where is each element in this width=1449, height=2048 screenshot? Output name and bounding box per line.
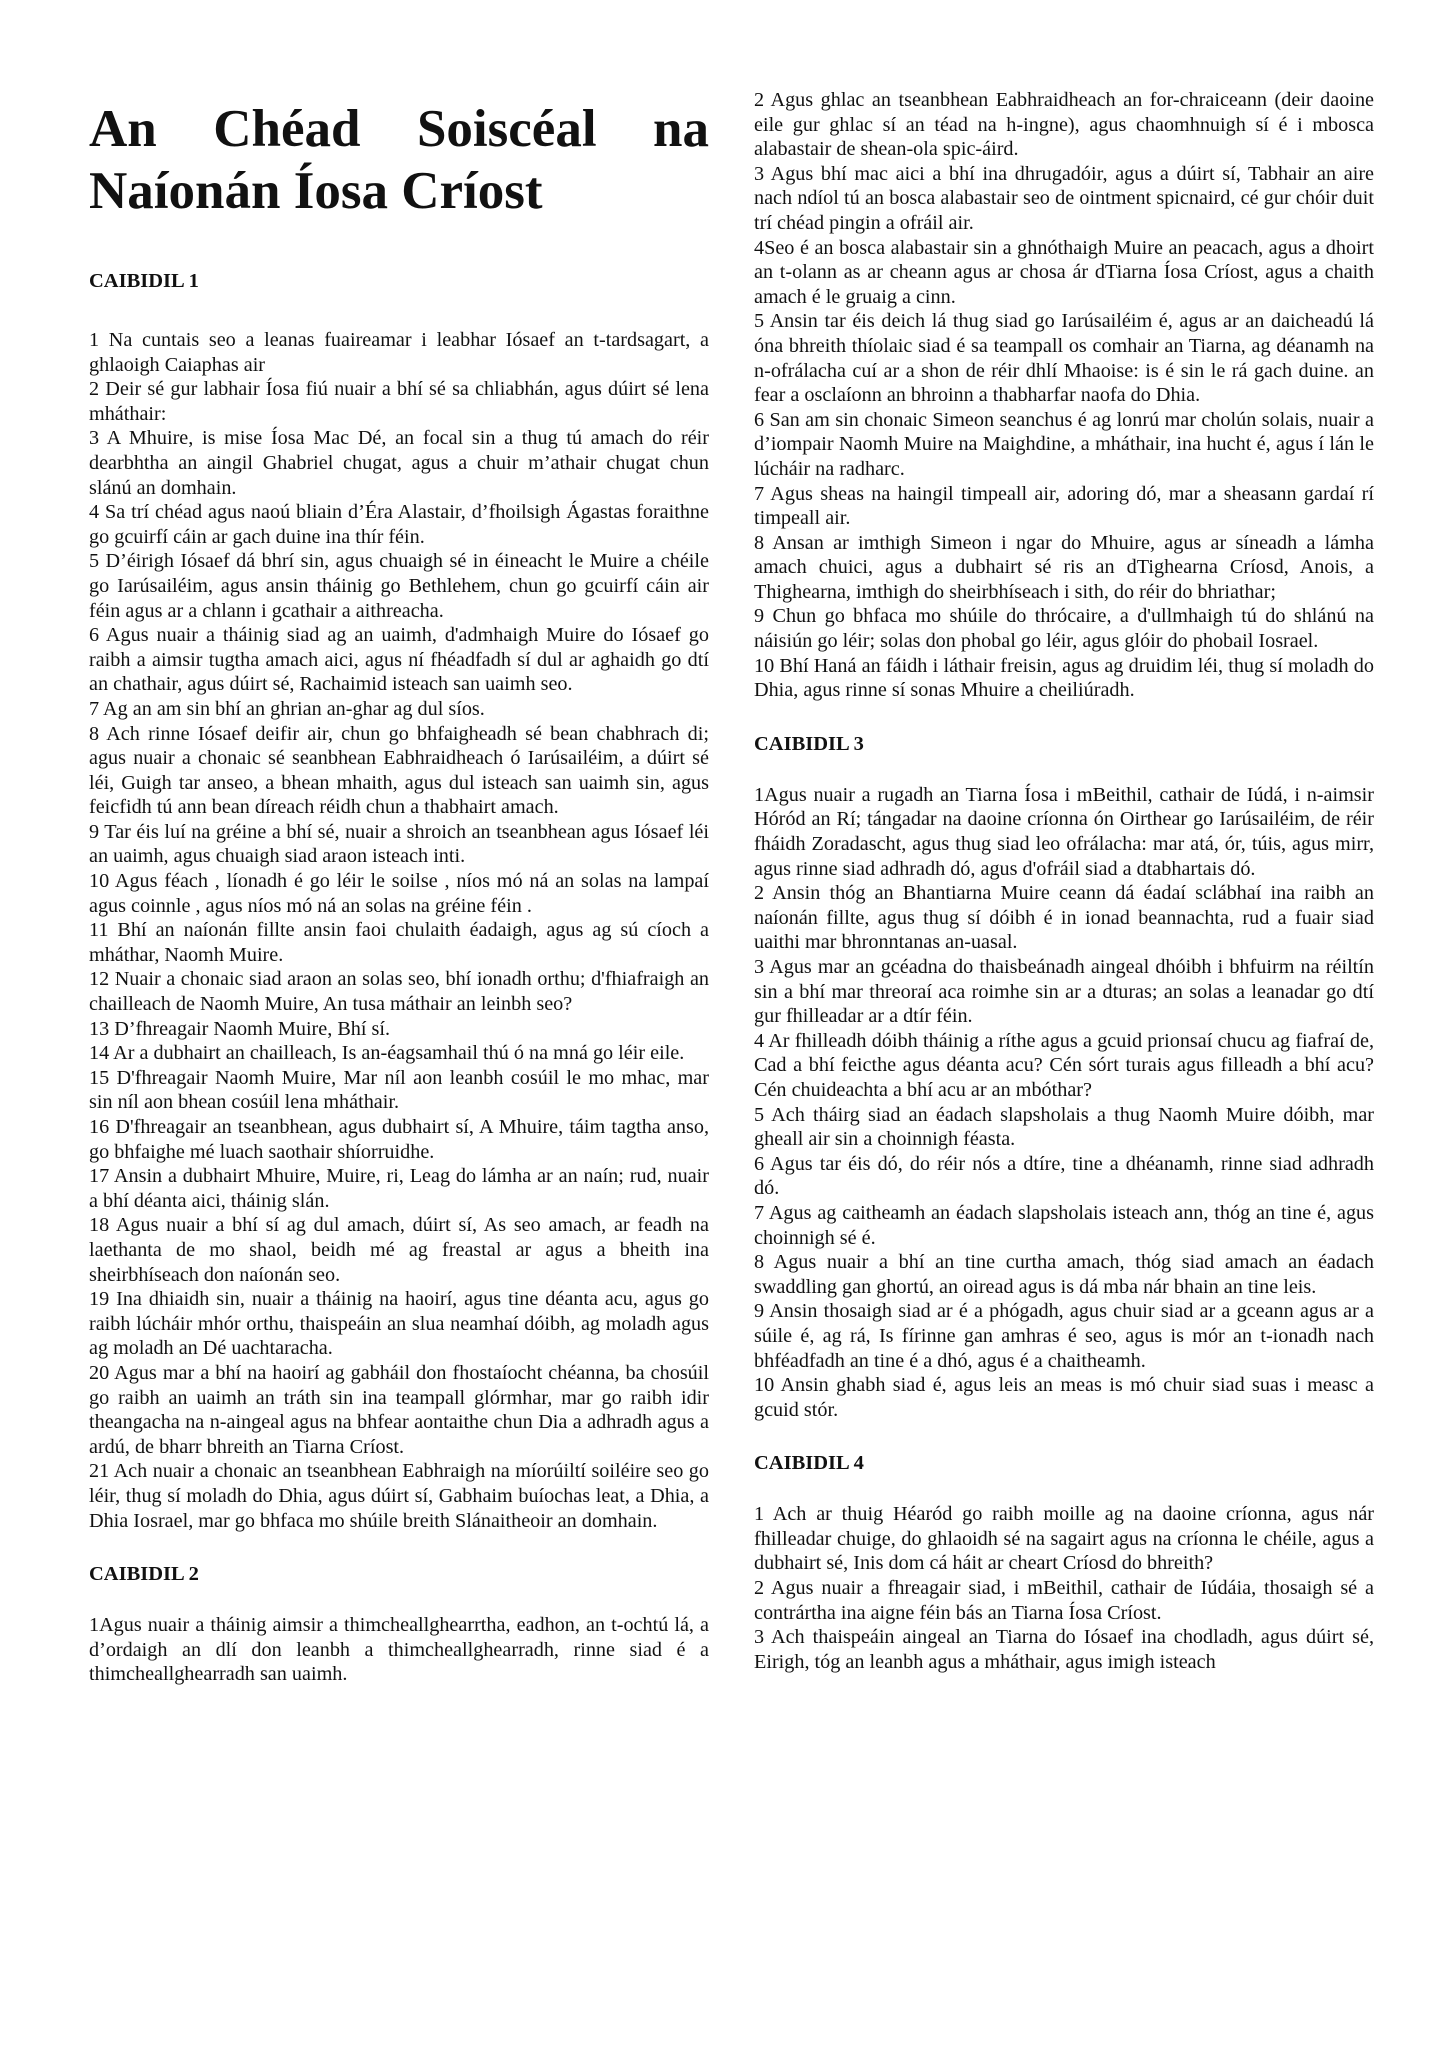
chapter-heading-3: CAIBIDIL 3 <box>754 732 864 755</box>
verse: 3 Agus mar an gcéadna do thaisbeánadh aingeal dhóibh i bhfuirm na réiltín sin a bhí mar threoraí aca roimhe sin ar a dturas; an solas a leanadar go dtí gur fhilleadar ar a dtír féin. <box>754 956 1374 1028</box>
right-column <box>754 0 1374 1674</box>
chapter-3-verses <box>754 783 1374 1422</box>
verse: 10 Ansin ghabh siad é, agus leis an meas is mó chuir siad suas i measc a gcuid stór. <box>754 1374 1374 1421</box>
chapter-heading-2: CAIBIDIL 2 <box>89 1563 199 1586</box>
verse: 8 Agus nuair a bhí an tine curtha amach, thóg siad amach an éadach swaddling gan ghortú, an oiread agus is dá mba nár bhain an tine leis. <box>754 1251 1374 1298</box>
verse: 4Seo é an bosca alabastair sin a ghnóthaigh Muire an peacach, agus a dhoirt an t-olann as ar cheann agus ar chosa ár dTiarna Íosa Críost, agus a chaith amach é le gruaig a cinn. <box>754 236 1374 308</box>
verse: 5 D’éirigh Iósaef dá bhrí sin, agus chuaigh sé in éineacht le Muire a chéile go Iarúsailéim, agus ansin tháinig go Bethlehem, chun go gcuirfí cáin air féin agus ar a chlann i gcathair a aithreacha. <box>89 550 709 622</box>
verse: 10 Bhí Haná an fáidh i láthair freisin, agus ag druidim léi, thug sí moladh do Dhia, agus rinne sí sonas Mhuire a cheiliúradh. <box>754 654 1374 702</box>
chapter-2-verses-start <box>89 1613 709 1687</box>
verse: 1Agus nuair a tháinig aimsir a thimcheallghearrtha, eadhon, an t-ochtú lá, a d’ordaigh an dlí don leanbh a thimcheallghearradh, rinne siad é a thimcheallghearradh san uaimh. <box>89 1614 709 1686</box>
verse: 9 Chun go bhfaca mo shúile do thrócaire, a d'ullmhaigh tú do shlánú na náisiún go léir; solas don phobal go léir, agus glóir do phobail Iosrael. <box>754 605 1374 653</box>
verse: 2 Agus ghlac an tseanbhean Eabhraidheach an for-chraiceann (deir daoine eile gur ghlac sí an téad na h-ingne), agus chaomhnuigh sí é i mbosca alabastair de shean-ola spic-áird. <box>754 89 1374 161</box>
chapter-heading-1: CAIBIDIL 1 <box>89 270 199 292</box>
verse: 6 San am sin chonaic Simeon seanchus é ag lonrú mar cholún solais, nuair a d’iompair Naomh Muire na Maighdine, a mháthair, ina hucht é, agus í lán le lúcháir na radharc. <box>754 408 1374 480</box>
verse: 9 Ansin thosaigh siad ar é a phógadh, agus chuir siad ar a gceann agus ar a súile é, ag rá, Is fírinne gan amhras é seo, agus is mór an t-ionadh nach bhféadfadh an tine é a dhó, agus é a chaitheamh. <box>754 1300 1374 1372</box>
verse: 5 Ach tháirg siad an éadach slapsholais a thug Naomh Muire dóibh, mar gheall air sin a choinnigh féasta. <box>754 1103 1374 1151</box>
verse: 21 Ach nuair a chonaic an tseanbhean Eabhraigh na míorúiltí soiléire seo go léir, thug sí moladh do Dhia, agus dúirt sí, Gabhaim buíochas leat, a Dhia, a Dhia Iosrael, mar go bhfaca mo shúile breith Slánaitheoir an domhain. <box>89 1460 709 1532</box>
verse: 2 Ansin thóg an Bhantiarna Muire ceann dá éadaí sclábhaí ina raibh an naíonán fillte, agus thug sí dóibh é in ionad beannachta, rud a fuair siad uaithi mar bhronntanas an-uasal. <box>754 882 1374 954</box>
verse: 17 Ansin a dubhairt Mhuire, Muire, ri, Leag do lámha ar an naín; rud, nuair a bhí déanta aici, tháinig slán. <box>89 1165 709 1212</box>
chapter-heading-4: CAIBIDIL 4 <box>754 1452 864 1475</box>
verse: 18 Agus nuair a bhí sí ag dul amach, dúirt sí, As seo amach, ar feadh na laethanta de mo shaol, beidh mé ag freastal ar agus a bheith ina sheirbhíseach don naíonán seo. <box>89 1214 709 1286</box>
verse: 2 Deir sé gur labhair Íosa fiú nuair a bhí sé sa chliabhán, agus dúirt sé lena mháthair: <box>89 378 709 425</box>
verse: 1Agus nuair a rugadh an Tiarna Íosa i mBeithil, cathair de Iúdá, i n-aimsir Hóród an Rí; tángadar na daoine críonna ón Oirthear go Iarúsailéim, de réir fháidh Zoradascht, agus thug siad leo ofrálacha: mar atá, ór, túis, agus mirr, agus rinne siad adhradh dó, agus d'ofráil siad a dtabhartais dó. <box>754 783 1374 880</box>
verse: 16 D'fhreagair an tseanbhean, agus dubhairt sí, A Mhuire, táim tagtha anso, go bhfaighe mé luach saothair shíorruidhe. <box>89 1116 709 1163</box>
verse: 8 Ach rinne Iósaef deifir air, chun go bhfaigheadh sé bean chabhrach di; agus nuair a chonaic sé seanbhean Eabhraidheach ó Iarúsailéim, a dúirt sé léi, Guigh tar anseo, a bhean mhaith, agus dul isteach san uaimh sin, agus feicfidh tú ann bean díreach réidh chun a thabhairt amach. <box>89 722 709 819</box>
verse: 7 Ag an am sin bhí an ghrian an-ghar ag dul síos. <box>89 697 485 720</box>
verse: 4 Sa trí chéad agus naoú bliain d’Éra Alastair, d’fhoilsigh Ágastas foraithne go gcuirfí cáin ar gach duine ina thír féin. <box>89 501 709 548</box>
verse: 20 Agus mar a bhí na haoirí ag gabháil don fhostaíocht chéanna, ba chosúil go raibh an uaimh an tráth sin ina teampall glórmhar, mar go raibh idir theangacha na n-aingeal agus na bhfear aontaithe chun Dia a adhradh agus a ardú, de bharr bhreith an Tiarna Críost. <box>89 1361 709 1458</box>
verse: 8 Ansan ar imthigh Simeon i ngar do Mhuire, agus ar síneadh a lámha amach chuici, agus a dubhairt sé ris an dTighearna Críosd, Anois, a Thighearna, imthigh do sheirbhíseach i sith, do réir do bhriathar; <box>754 531 1374 603</box>
verse: 6 Agus nuair a tháinig siad ag an uaimh, d'admhaigh Muire do Iósaef go raibh a aimsir tugtha amach aici, agus ní fhéadfadh sí dul ar aghaidh go dtí an chathair, agus dúirt sé, Rachaimid isteach san uaimh seo. <box>89 624 709 696</box>
verse: 14 Ar a dubhairt an chailleach, Is an-éagsamhail thú ó na mná go léir eile. <box>89 1042 685 1065</box>
chapter-2-verses-continued <box>754 88 1374 703</box>
verse: 4 Ar fhilleadh dóibh tháinig a ríthe agus a gcuid prionsaí chucu ag fiafraí de, Cad a bhí feicthe agus déanta acu? Cén sórt turais agus filleadh a bhí acu? Cén chuideachta a bhí acu ar an mbóthar? <box>754 1029 1374 1101</box>
verse: 11 Bhí an naíonán fillte ansin faoi chulaith éadaigh, agus ag sú cíoch a mháthar, Naomh Muire. <box>89 919 709 966</box>
verse: 1 Ach ar thuig Héaród go raibh moille ag na daoine críonna, agus nár fhilleadar chuige, do ghlaoidh sé na sagairt agus na críonna le chéile, agus a dubhairt sé, Inis dom cá háit ar cheart Críosd do bhreith? <box>754 1503 1374 1575</box>
verse: 3 Agus bhí mac aici a bhí ina dhrugadóir, agus a dúirt sí, Tabhair an aire nach ndíol tú an bosca alabastair seo de ointment spicnaird, cé gur chóir duit trí chéad pingin a ofráil air. <box>754 162 1374 234</box>
verse: 10 Agus féach , líonadh é go léir le soilse , níos mó ná an solas na lampaí agus coinnle , agus níos mó ná an solas na gréine féin . <box>89 870 709 917</box>
verse: 6 Agus tar éis dó, do réir nós a dtíre, tine a dhéanamh, rinne siad adhradh dó. <box>754 1152 1374 1200</box>
verse: 3 Ach thaispeáin aingeal an Tiarna do Iósaef ina chodladh, agus dúirt sé, Eirigh, tóg an leanbh agus a mháthair, agus imigh isteach <box>754 1626 1374 1673</box>
verse: 13 D’fhreagair Naomh Muire, Bhí sí. <box>89 1017 391 1040</box>
verse: 2 Agus nuair a fhreagair siad, i mBeithil, cathair de Iúdáia, thosaigh sé a contrártha ina aigne féin bás an Tiarna Íosa Críost. <box>754 1577 1374 1624</box>
chapter-4-verses <box>754 1502 1374 1674</box>
left-column <box>89 0 709 1687</box>
verse: 19 Ina dhiaidh sin, nuair a tháinig na haoirí, agus tine déanta acu, agus go raibh lúcháir mhór orthu, thaispeáin an slua neamhaí dóibh, ag moladh agus ag moladh an Dé uachtaracha. <box>89 1288 709 1360</box>
verse: 3 A Mhuire, is mise Íosa Mac Dé, an focal sin a thug tú amach do réir dearbhtha an aingil Ghabriel chugat, agus a chuir m’athair chugat chun slánú an domhain. <box>89 427 709 499</box>
verse: 9 Tar éis luí na gréine a bhí sé, nuair a shroich an tseanbhean agus Iósaef léi an uaimh, agus chuaigh siad araon isteach inti. <box>89 820 709 868</box>
verse: 15 D'fhreagair Naomh Muire, Mar níl aon leanbh cosúil le mo mhac, mar sin níl aon bhean cosúil lena mháthair. <box>89 1066 709 1114</box>
verse: 5 Ansin tar éis deich lá thug siad go Iarúsailéim é, agus ar an daicheadú lá óna bhreith thíolaic siad é sa teampall os comhair an Tiarna, ag déanamh na n-ofrálacha cuí ar a shon de réir dhlí Mhaoise: is é sin le rá gach duine. an fear a osclaíonn an bhroinn a thabharfar naofa do Dhia. <box>754 310 1374 407</box>
chapter-1-verses <box>89 328 709 1533</box>
verse: 7 Agus ag caitheamh an éadach slapsholais isteach ann, thóg an tine é, agus choinnigh sé é. <box>754 1201 1374 1249</box>
verse: 1 Na cuntais seo a leanas fuaireamar i leabhar Iósaef an t-tardsagart, a ghlaoigh Caiaphas air <box>89 329 709 376</box>
verse: 7 Agus sheas na haingil timpeall air, adoring dó, mar a sheasann gardaí rí timpeall air. <box>754 482 1374 530</box>
document-title: An Chéad Soiscéal na Naíonán Íosa Críost <box>89 100 709 220</box>
verse: 12 Nuair a chonaic siad araon an solas seo, bhí ionadh orthu; d'fhiafraigh an chailleach de Naomh Muire, An tusa máthair an leinbh seo? <box>89 968 709 1016</box>
